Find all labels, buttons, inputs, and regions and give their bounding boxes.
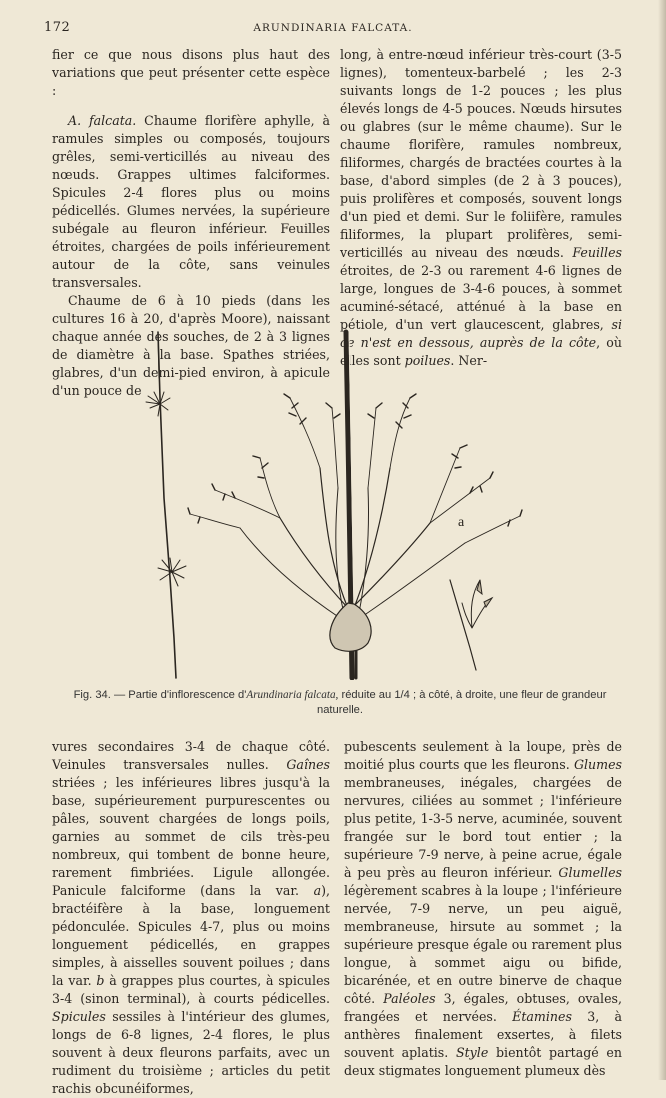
figure-caption xyxy=(60,688,620,718)
text-run: membraneuses, inégales, chargées de nervures, ciliées au sommet ; l'inférieure plus petite, 1-3-5 nerve, acuminée, souvent frangée sur le bord tout entier ; la supérieure 7-9 nerve, à peine acrue, égale à peu près au fleuron inférieur. xyxy=(344,775,622,880)
botanical-illustration xyxy=(120,318,540,680)
paragraph xyxy=(344,738,622,1080)
text-run: légèrement scabres à la loupe ; l'inférieure nervée, 7-9 nerve, un peu aiguë, membraneuse, hirsute au sommet ; la supérieure presque égale ou rarement plus longue, à sommet aigu ou bifide, bicarénée, et en outre binerve de chaque côté. xyxy=(344,883,622,1006)
paragraph: Chaume de 6 à 10 pieds (dans les cultures 16 à 20, d'après Moore), naissant chaque année des souches, de 2 à 3 lignes de diamètre à la base. Spathes striées, glabres, d'un demi-pied environ, à apicule d'un pouce de xyxy=(52,293,330,398)
italic-term: Spicules xyxy=(52,1009,106,1024)
text-run: striées ; les inférieures libres jusqu'à la base, supérieurement purpurescentes ou pâles, souvent chargées de longs poils, garnies au sommet de cils très-peu nombreux, qui tombent de bonne heure, rarement fimbriées. Ligule allongée. Panicule falciforme (dans la var. xyxy=(52,775,330,898)
italic-term: poilues xyxy=(404,353,451,368)
page-number: 172 xyxy=(44,20,71,35)
text-run: 3, à anthères finalement exsertes, à filets souvent aplatis. xyxy=(344,1009,623,1060)
text-run: long, à entre-nœud inférieur très-court (3-5 lignes), tomenteux-barbelé ; les 2-3 suivants longs de 1-2 pouces ; les plus élevés longs de 4-5 pouces. Nœuds hirsutes ou glabres (sur le même chaume). Sur le chaume florifère, ramules nombreux, filiformes, chargés de bractées courtes à la base, d'abord simples (de 2 à 3 pouces), puis prolifères et composés, souvent longs d'un pied et demi. Sur le foliifère, ramules filiformes, la plupart prolifères, semi-verticillés au niveau des nœuds. xyxy=(340,47,622,260)
italic-phrase: si ce n'est en dessous, auprès de la côte xyxy=(340,317,622,350)
text-run: bientôt partagé en deux stigmates longuement plumeux dès xyxy=(344,1045,622,1078)
italic-term: Style xyxy=(455,1045,489,1060)
text-run: ), bractéifère à la base, longuement pédonculée. Spicules 4-7, plus ou moins longuement pédicellés, en grappes simples, à aisselles souvent poilues ; dans la var. xyxy=(52,883,330,988)
italic-term: Feuilles xyxy=(572,245,622,260)
paragraph-species-description xyxy=(52,112,330,292)
text-column-bottom-right xyxy=(344,738,622,1080)
text-run: Chaume florifère aphylle, à ramules simples ou composés, toujours grêles, semi-verticillés au niveau des nœuds. Grappes ultimes falciformes. Spicules 2-4 flores plus ou moins pédicellés. Glumes nervées, la supérieure subégale au fleuron inférieur. Feuilles étroites, chargées de poils inférieurement autour de la côte, sans veinules transversales. xyxy=(52,113,330,290)
page-header xyxy=(44,16,622,38)
text-run: , où elles sont xyxy=(340,335,622,368)
text-run: sessiles à l'intérieur des glumes, longs de 6-8 lignes, 2-4 flores, le plus souvent à deux fleurons parfaits, avec un rudiment du troisième ; articles du petit rachis obcunéiformes, xyxy=(52,1009,330,1096)
text-run: étroites, de 2-3 ou rarement 4-6 lignes de large, longues de 3-4-6 pouces, à sommet acuminé-sétacé, atténué à la base en pétiole, d'un vert glaucescent, glabres, xyxy=(340,263,622,332)
text-run: vures secondaires 3-4 de chaque côté. Veinules transversales nulles. xyxy=(52,739,330,772)
caption-text: réduite au 1/4 ; à côté, à droite, une fleur de grandeur naturelle. xyxy=(316,689,607,716)
italic-term: Gaînes xyxy=(286,757,330,772)
italic-term: a xyxy=(313,883,322,898)
small-flower-drawing xyxy=(450,580,492,670)
running-title: ARUNDINARIA FALCATA. xyxy=(253,22,413,34)
text-run: pubescents seulement à la loupe, près de moitié plus courts que les fleurons. xyxy=(344,739,622,772)
figure-label-a: a xyxy=(458,515,465,530)
paragraph: fier ce que nous disons plus haut des variations que peut présenter cette espèce : xyxy=(52,47,330,98)
italic-term: b xyxy=(96,973,105,988)
page-spine-shadow xyxy=(658,0,666,1080)
italic-term: Paléoles xyxy=(383,991,436,1006)
text-run: . Ner- xyxy=(450,353,488,368)
left-stem-drawing xyxy=(146,332,186,678)
italic-term: Glumes xyxy=(573,757,622,772)
text-run: 3, égales, obtuses, ovales, frangées et nervées. xyxy=(344,991,622,1024)
text-column-bottom-left xyxy=(52,738,330,1098)
italic-term: Étamines xyxy=(512,1009,572,1024)
caption-species: Arundinaria falcata, xyxy=(246,689,339,701)
text-run: à grappes plus courtes, à spicules 3-4 (sinon terminal), à courts pédicelles. xyxy=(52,973,330,1006)
paragraph xyxy=(52,738,330,1098)
caption-text: Fig. 34. — Partie d'inflorescence d' xyxy=(73,689,247,701)
italic-term: Glumelles xyxy=(558,865,622,880)
species-name: A. falcata. xyxy=(68,113,137,128)
